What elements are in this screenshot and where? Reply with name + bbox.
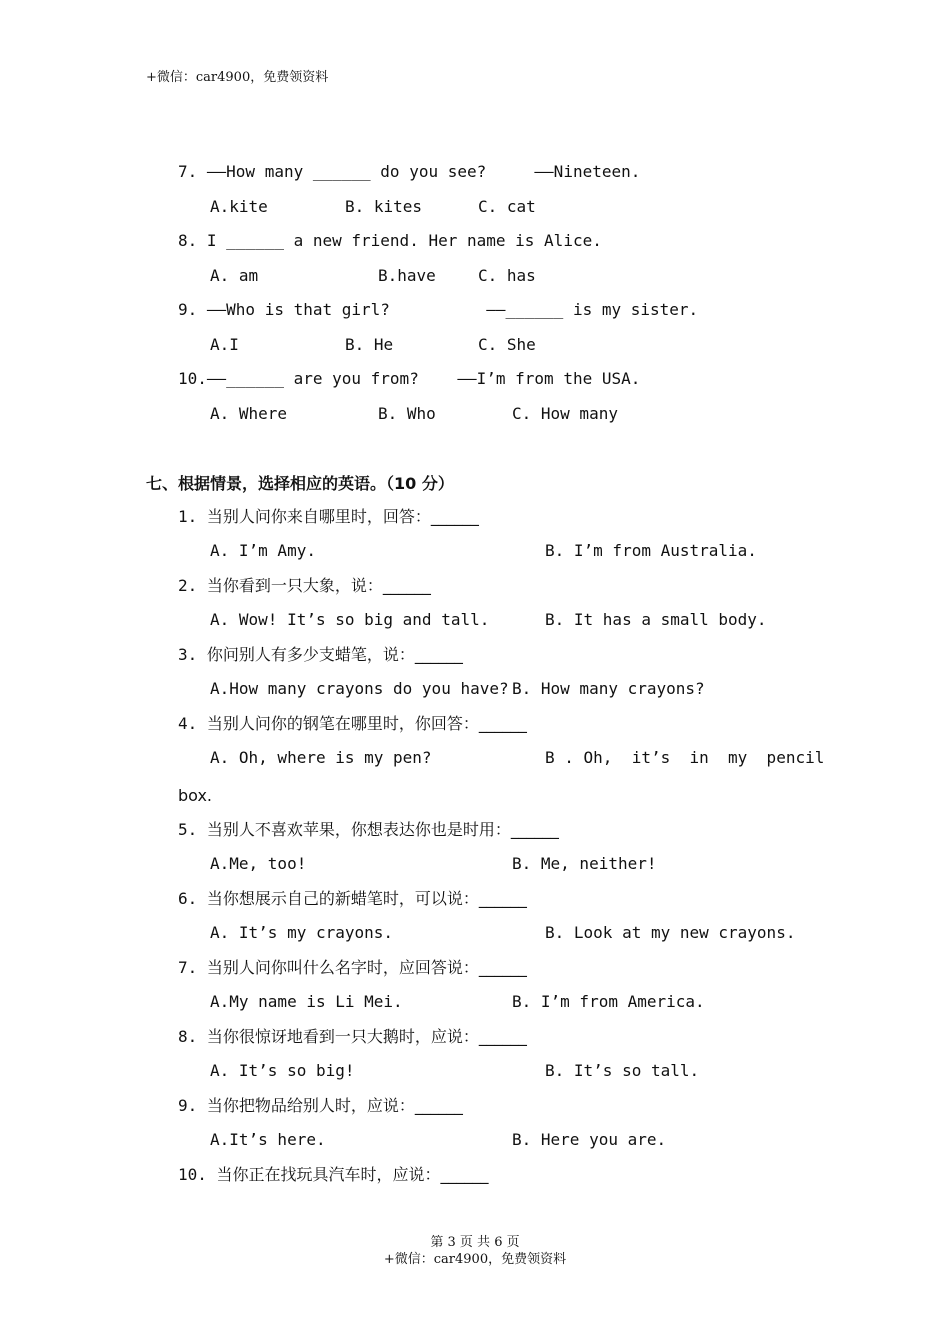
s7-option-3a: A.How many crayons do you have? [210, 679, 509, 698]
s7-option-8a: A. It’s so big! [210, 1061, 355, 1080]
s7-option-3b: B. How many crayons? [512, 679, 705, 698]
section-7-title: 七、根据情景，选择相应的英语。（10 分） [146, 474, 454, 493]
s7-question-1: 1. 当别人问你来自哪里时，回答：______ [178, 507, 479, 526]
s7-option-5a: A.Me, too! [210, 854, 307, 873]
s7-option-7b: B. I’m from America. [512, 992, 705, 1011]
s7-option-8b: B. It’s so tall. [545, 1061, 700, 1080]
s7-question-4: 4. 当别人问你的钢笔在哪里时，你回答：______ [178, 714, 527, 733]
option-7c: C. cat [478, 197, 536, 216]
option-9a: A.I [210, 335, 239, 354]
s7-option-5b: B. Me, neither! [512, 854, 657, 873]
s7-option-4b-continued: box. [178, 786, 213, 805]
s7-question-2: 2. 当你看到一只大象，说：______ [178, 576, 431, 595]
option-8c: C. has [478, 266, 536, 285]
question-7: 7. ——How many ______ do you see? ——Nineteen. [178, 162, 641, 181]
header-watermark: +微信：car4900，免费领资料 [146, 70, 329, 85]
s7-question-6: 6. 当你想展示自己的新蜡笔时，可以说：______ [178, 889, 527, 908]
question-8: 8. I ______ a new friend. Her name is Alice. [178, 231, 602, 250]
s7-question-7: 7. 当别人问你叫什么名字时，应回答说：______ [178, 958, 527, 977]
option-10b: B. Who [378, 404, 436, 423]
s7-option-4a: A. Oh, where is my pen? [210, 748, 432, 767]
option-10a: A. Where [210, 404, 288, 423]
s7-question-8: 8. 当你很惊讶地看到一只大鹅时，应说：______ [178, 1027, 527, 1046]
option-9b: B. He [345, 335, 394, 354]
s7-question-9: 9. 当你把物品给别人时，应说：______ [178, 1096, 463, 1115]
option-8a: A. am [210, 266, 259, 285]
s7-option-1a: A. I’m Amy. [210, 541, 316, 560]
s7-option-2a: A. Wow! It’s so big and tall. [210, 610, 490, 629]
option-7b: B. kites [345, 197, 423, 216]
option-10c: C. How many [512, 404, 618, 423]
s7-option-9b: B. Here you are. [512, 1130, 667, 1149]
s7-option-2b: B. It has a small body. [545, 610, 767, 629]
page-number: 第 3 页 共 6 页 [430, 1235, 520, 1250]
s7-question-3: 3. 你问别人有多少支蜡笔，说：______ [178, 645, 463, 664]
s7-option-6b: B. Look at my new crayons. [545, 923, 796, 942]
question-9: 9. ——Who is that girl? ——______ is my sister. [178, 300, 699, 319]
option-8b: B.have [378, 266, 436, 285]
option-7a: A.kite [210, 197, 268, 216]
s7-option-9a: A.It’s here. [210, 1130, 326, 1149]
footer-watermark: +微信：car4900，免费领资料 [383, 1252, 567, 1267]
s7-question-5: 5. 当别人不喜欢苹果，你想表达你也是时用：______ [178, 820, 559, 839]
s7-option-4b: B . Oh, it’s in my pencil [545, 748, 825, 767]
s7-option-6a: A. It’s my crayons. [210, 923, 394, 942]
question-10: 10.——______ are you from? ——I’m from the USA. [178, 369, 641, 388]
s7-question-10: 10. 当你正在找玩具汽车时，应说：______ [178, 1165, 489, 1184]
option-9c: C. She [478, 335, 536, 354]
s7-option-1b: B. I’m from Australia. [545, 541, 757, 560]
s7-option-7a: A.My name is Li Mei. [210, 992, 403, 1011]
